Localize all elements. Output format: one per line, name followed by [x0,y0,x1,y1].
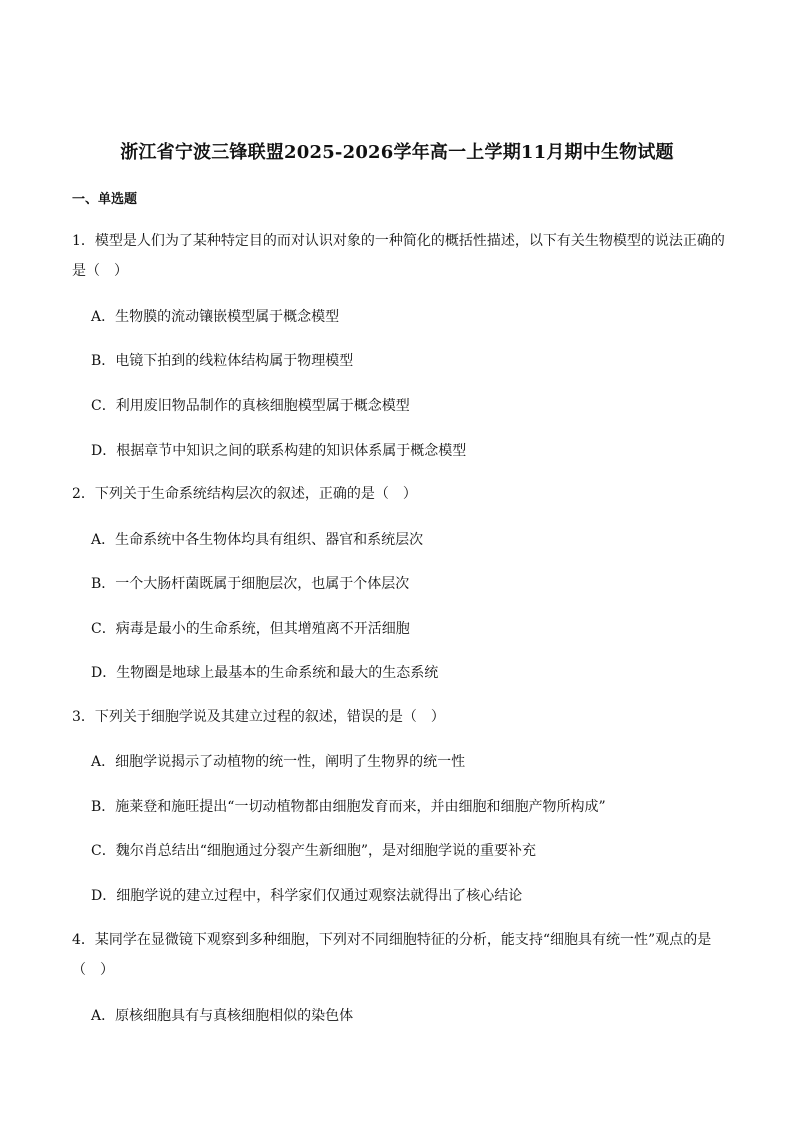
question-1-option-c: C．利用废旧物品制作的真核细胞模型属于概念模型 [91,398,410,414]
question-3-option-d: D．细胞学说的建立过程中，科学家们仅通过观察法就得出了核心结论 [91,888,523,904]
question-2-option-d: D．生物圈是地球上最基本的生命系统和最大的生态系统 [91,665,439,681]
section-heading: 一、单选题 [72,192,138,207]
question-1-stem-line-1: 1．模型是人们为了某种特定目的而对认识对象的一种简化的概括性描述，以下有关生物模型的说法正确的 [72,233,725,249]
question-3-option-b: B．施莱登和施旺提出“一切动植物都由细胞发育而来，并由细胞和细胞产物所构成” [91,799,606,815]
question-3-option-a: A．细胞学说揭示了动植物的统一性，阐明了生物界的统一性 [91,754,466,770]
question-4-stem-line-1: 4．某同学在显微镜下观察到多种细胞，下列对不同细胞特征的分析，能支持“细胞具有统一性”观点的是 [72,932,712,948]
question-3-stem-line-1: 3．下列关于细胞学说及其建立过程的叙述，错误的是（ ） [72,709,445,725]
question-4-stem-line-2: （ ） [72,962,114,978]
question-2-option-c: C．病毒是最小的生命系统，但其增殖离不开活细胞 [91,621,410,637]
question-1-option-d: D．根据章节中知识之间的联系构建的知识体系属于概念模型 [91,443,467,459]
question-3-option-c: C．魏尔肖总结出“细胞通过分裂产生新细胞”，是对细胞学说的重要补充 [91,843,537,859]
document-title: 浙江省宁波三锋联盟2025-2026学年高一上学期11月期中生物试题 [120,142,674,163]
question-1-stem-line-2: 是（ ） [72,263,128,279]
question-1-option-b: B．电镜下拍到的线粒体结构属于物理模型 [91,353,354,369]
question-4-option-a: A．原核细胞具有与真核细胞相似的染色体 [91,1008,354,1024]
question-2-option-b: B．一个大肠杆菌既属于细胞层次，也属于个体层次 [91,576,410,592]
question-2-stem-line-1: 2．下列关于生命系统结构层次的叙述，正确的是（ ） [72,486,417,502]
question-2-option-a: A．生命系统中各生物体均具有组织、器官和系统层次 [91,532,424,548]
question-1-option-a: A．生物膜的流动镶嵌模型属于概念模型 [91,309,340,325]
